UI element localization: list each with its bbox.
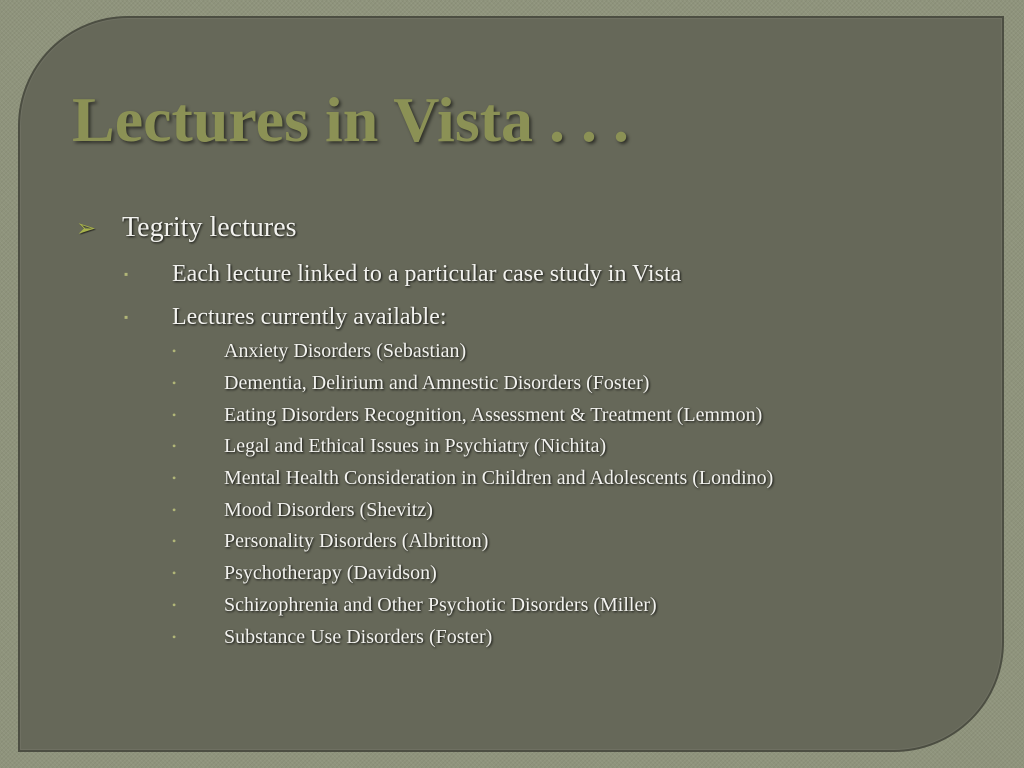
list-item xyxy=(172,494,773,526)
list-item xyxy=(172,431,773,463)
list-item xyxy=(172,399,773,431)
lecture-label: Schizophrenia and Other Psychotic Disorders (Miller) xyxy=(224,593,657,616)
dot-bullet-icon: • xyxy=(172,597,177,612)
dot-bullet-icon: • xyxy=(172,629,177,644)
dot-bullet-icon: • xyxy=(172,566,177,581)
bullet-tegrity-lectures xyxy=(76,208,297,248)
list-item xyxy=(172,368,773,400)
square-bullet-icon: ▪ xyxy=(124,309,129,324)
list-item xyxy=(172,526,773,558)
list-item xyxy=(172,558,773,590)
arrow-bullet-icon: ➢ xyxy=(76,215,97,242)
lecture-label: Psychotherapy (Davidson) xyxy=(224,562,437,585)
lecture-label: Eating Disorders Recognition, Assessment & Treatment (Lemmon) xyxy=(224,403,763,426)
dot-bullet-icon: • xyxy=(172,439,177,454)
dot-bullet-icon: • xyxy=(172,502,177,517)
list-item xyxy=(172,621,773,653)
bullet-label: Tegrity lectures xyxy=(122,212,297,243)
list-item xyxy=(172,336,773,368)
square-bullet-icon: ▪ xyxy=(124,266,129,281)
dot-bullet-icon: • xyxy=(172,376,177,391)
sub-bullet-label: Lectures currently available: xyxy=(172,303,447,330)
dot-bullet-icon: • xyxy=(172,344,177,359)
lecture-label: Legal and Ethical Issues in Psychiatry (Nichita) xyxy=(224,435,607,458)
lecture-label: Mood Disorders (Shevitz) xyxy=(224,498,433,521)
lecture-label: Anxiety Disorders (Sebastian) xyxy=(224,340,467,363)
list-item xyxy=(172,590,773,622)
sub-bullet-linked-case-study xyxy=(124,256,681,292)
list-item xyxy=(172,463,773,495)
dot-bullet-icon: • xyxy=(172,534,177,549)
lecture-label: Personality Disorders (Albritton) xyxy=(224,530,489,553)
sub-bullet-label: Each lecture linked to a particular case study in Vista xyxy=(172,260,682,287)
lecture-list xyxy=(172,336,773,653)
sub-bullet-lectures-available xyxy=(124,299,447,335)
dot-bullet-icon: • xyxy=(172,471,177,486)
slide-title: Lectures in Vista . . . xyxy=(72,84,630,155)
dot-bullet-icon: • xyxy=(172,407,177,422)
lecture-label: Dementia, Delirium and Amnestic Disorders (Foster) xyxy=(224,372,650,395)
lecture-label: Mental Health Consideration in Children and Adolescents (Londino) xyxy=(224,467,774,490)
lecture-label: Substance Use Disorders (Foster) xyxy=(224,625,493,648)
